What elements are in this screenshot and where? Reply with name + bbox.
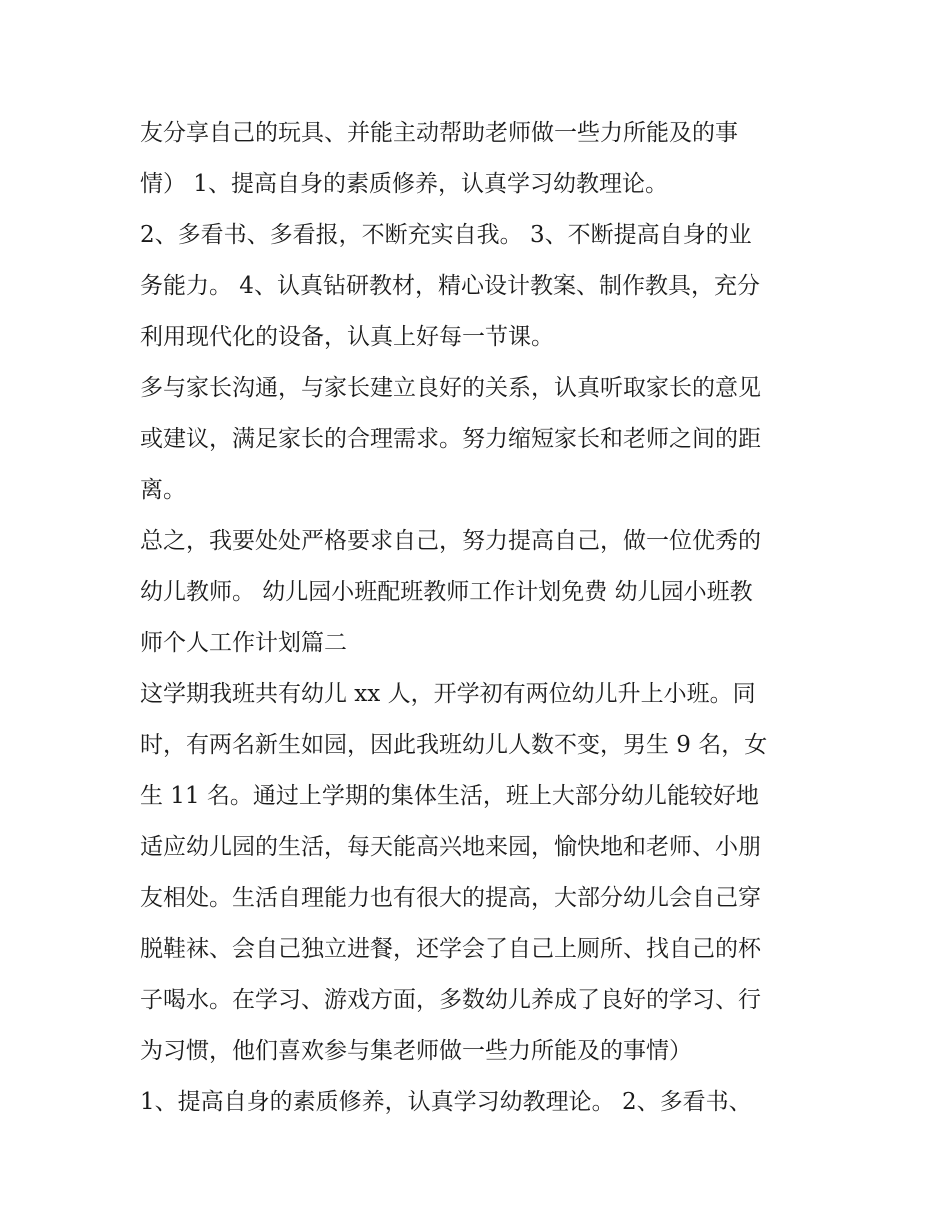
text-line: 总之，我要处处严格要求自己，努力提高自己，做一位优秀的 [140, 528, 761, 554]
text-line: 离。 [140, 477, 186, 503]
text-line: 子喝水。在学习、游戏方面，多数幼儿养成了良好的学习、行 [140, 987, 761, 1013]
text-line: 情） 1、提高自身的素质修养，认真学习幼教理论。 [140, 171, 668, 197]
text-line: 生 11 名。通过上学期的集体生活，班上大部分幼儿能较好地 [140, 783, 759, 809]
text-line: 多与家长沟通，与家长建立良好的关系，认真听取家长的意见 [140, 375, 761, 401]
text-line: 适应幼儿园的生活，每天能高兴地来园，愉快地和老师、小朋 [140, 834, 761, 860]
text-line: 幼儿教师。 幼儿园小班配班教师工作计划免费 幼儿园小班教 [140, 579, 753, 605]
text-line: 为习惯，他们喜欢参与集老师做一些力所能及的事情） [140, 1038, 692, 1064]
text-line: 友相处。生活自理能力也有很大的提高，大部分幼儿会自己穿 [140, 885, 761, 911]
document-body [140, 108, 820, 1128]
text-line: 脱鞋袜、会自己独立进餐，还学会了自己上厕所、找自己的杯 [140, 936, 761, 962]
text-line: 师个人工作计划篇二 [140, 630, 347, 656]
text-line: 或建议，满足家长的合理需求。努力缩短家长和老师之间的距 [140, 426, 761, 452]
text-line: 2、多看书、多看报，不断充实自我。 3、不断提高自身的业 [140, 222, 752, 248]
text-line: 这学期我班共有幼儿 xx 人，开学初有两位幼儿升上小班。同 [140, 681, 756, 707]
text-line: 友分享自己的玩具、并能主动帮助老师做一些力所能及的事 [140, 120, 738, 146]
text-line: 1、提高自身的素质修养，认真学习幼教理论。 2、多看书、 [140, 1089, 752, 1115]
text-line: 利用现代化的设备，认真上好每一节课。 [140, 324, 554, 350]
text-line: 时，有两名新生如园，因此我班幼儿人数不变，男生 9 名，女 [140, 732, 768, 758]
text-line: 务能力。 4、认真钻研教材，精心设计教案、制作教具，充分 [140, 273, 760, 299]
